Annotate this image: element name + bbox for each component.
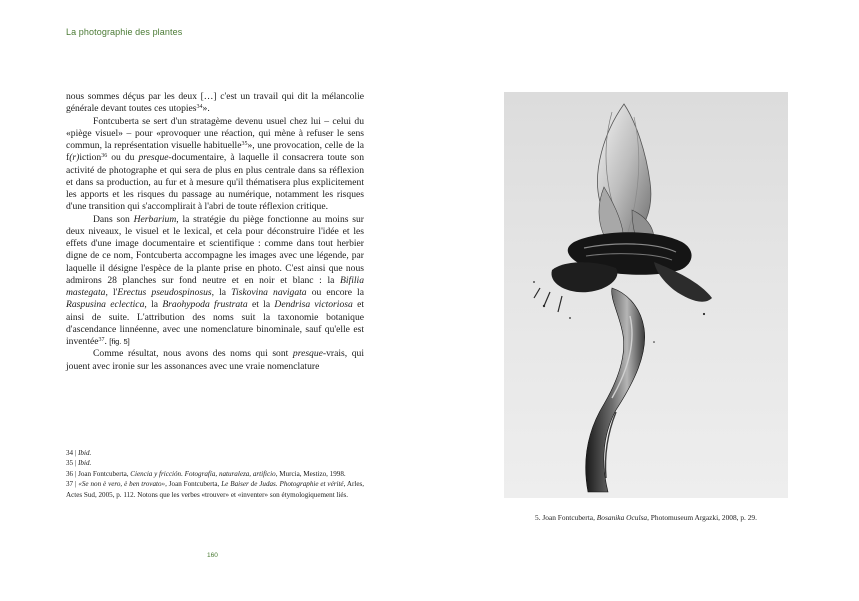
footnote-34: 34 | Ibid. — [66, 449, 92, 457]
paragraph-4: Comme résultat, nous avons des noms qui sont presque-vrais, qui jouent avec ironie sur les assonances avec une vraie nomenclature — [66, 348, 364, 372]
footnote-35: 35 | Ibid. — [66, 459, 92, 468]
figure-5-photograph — [504, 92, 788, 498]
photo-background — [504, 92, 788, 498]
paragraph-3: Dans son Herbarium, la stratégie du piège fonctionne au moins sur deux niveaux, le visuel et le lexical, et cela pour déconstruire l'idée et les effets d'une image documentaire et scientifique : comme dans tout herbier digne de ce nom, Fontcuberta accompagne les images avec une légende, par laquelle il désigne l'espèce de la plante prise en photo. C'est ainsi que nous admirons 28 planches sur fond neutre et en noir et blanc : la Bifilia mastegata, l'Erectus pseudospinosus, la Tiskovina navigata ou encore la Raspusina eclectica, la Braohypoda frustrata et la Dendrisa victoriosa et ainsi de suite. L'attribution des noms suit la taxonomie botanique d'ascendance linnéenne, avec une nomenclature binominale, sauf qu'elle est inventée$^{37}$. [fig. 5] — [66, 213, 365, 347]
footnote-36: 36 | Joan Fontcuberta, Ciencia y fricción. Fotografía, naturaleza, artificio, Murcia, Mestizo, 1998. — [66, 469, 346, 478]
figure-caption: 5. Joan Fontcuberta, Bosanika Oculsa, Photomuseum Argazki, 2008, p. 29. — [535, 513, 757, 522]
paragraph-1: nous sommes déçus par les deux […] c'est un travail qui dit la mélancolie générale devant toutes ces utopies$^{34}$». — [66, 91, 364, 115]
footnote-ref-36[interactable]: 36 — [101, 153, 108, 160]
page-number: 160 — [207, 552, 218, 559]
paragraph-2: Fontcuberta se sert d'un stratagème devenu usuel chez lui – celui du «piège visuel» – pour «provoquer une réaction, qui mène à refuser le sens commun, la représentation visuelle habituelle$^{35}$», une provocation, celle de la f(r)iction$^{36}$ ou du presque-documentaire, à laquelle il consacrera toute son activité de photographe et qui sera de plus en plus centrale dans sa réflexion et dans sa production, au fur et à mesure qu'il thématisera plus explicitement les apports et les risques du passage au numérique, notamment les risques d'une transition qui s'accomplirait à l'abri de toute réflexion critique. — [66, 115, 364, 213]
footnote-ref-34[interactable]: 34 — [196, 104, 203, 111]
running-title: La photographie des plantes — [66, 27, 183, 37]
figure-reference[interactable]: [fig. 5] — [109, 337, 130, 346]
footnote-ref-35[interactable]: 35 — [241, 141, 248, 147]
footnote-37: 37 | «Se non è vero, è ben trovato», Joan Fontcuberta, Le Baiser de Judas. Photographie et vérité, Arles, Actes Sud, 2005, p. 112. Notons que les verbes «trouver» et «inventer» son étymologiquement liés. — [66, 480, 365, 499]
body-text — [66, 91, 364, 373]
footnote-ref-37[interactable]: 37 — [98, 337, 105, 343]
footnotes — [66, 448, 364, 500]
